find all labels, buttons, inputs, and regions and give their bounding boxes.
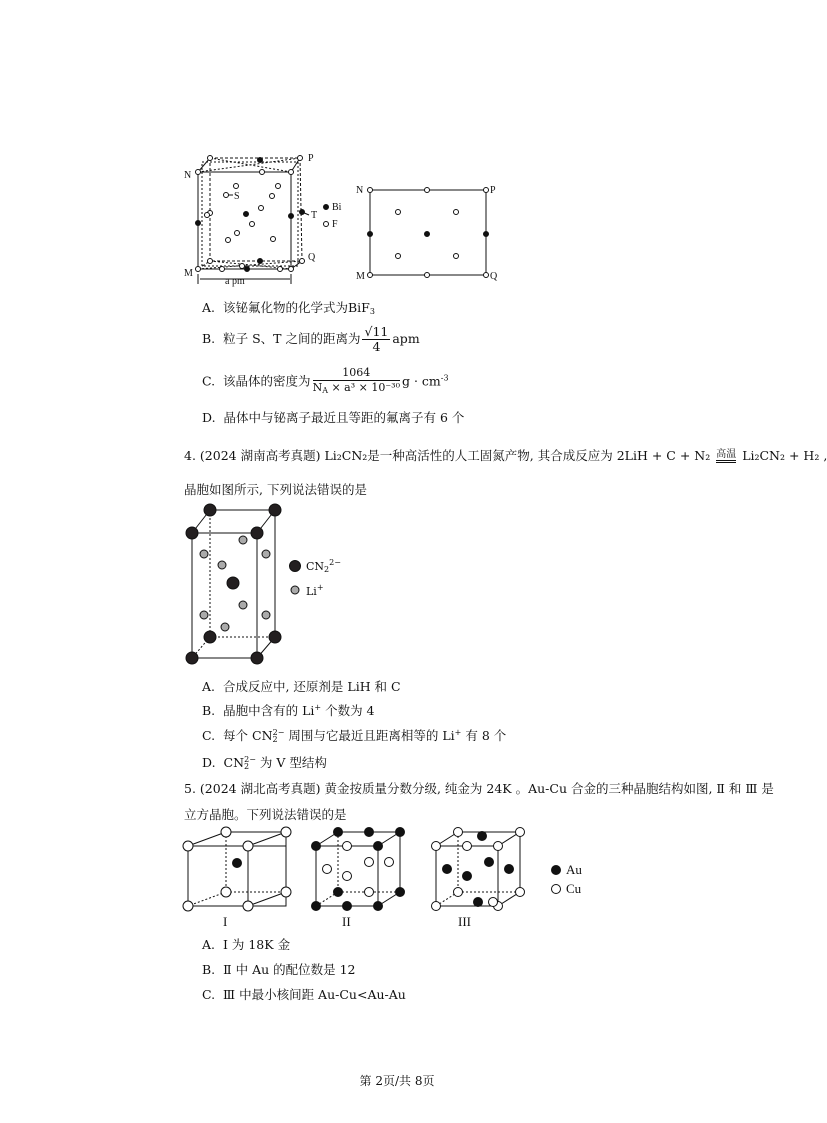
au-cu-cells [178,824,618,936]
page-footer: 第 2页/共 8页 [359,1074,435,1088]
legend-cn-label: $CN_2^{2-}$ [306,558,341,574]
label-q: Q [308,252,316,263]
legend-f: F [332,219,338,230]
label-m: M [184,268,193,279]
cell-label-ii: II [342,914,351,929]
q5-stem-line1: 5. (2024 湖北高考真题) 黄金按质量分数分级, 纯金为 24K 。Au-Cu 合金的三种晶胞结构如图, Ⅱ 和 Ⅲ 是 [184,781,774,796]
legend-li-label: Li+ [306,583,324,598]
legend-bi-marker [324,205,329,210]
bif3-cube [198,158,302,284]
legend-au: Au [566,862,582,877]
label-t: T [311,210,318,221]
legend-cu: Cu [566,881,582,896]
cell-label-i: I [223,914,228,929]
legend-cu-marker [552,885,561,894]
q4-option-a: A. 合成反应中, 还原剂是 LiH 和 C [202,679,401,694]
q4-option-d: D. $CN_2^{2-}$ 为 V 型结构 [202,755,327,771]
q3-option-d: D. 晶体中与铋离子最近且等距的氟离子有 6 个 [202,410,465,425]
q3-option-b: B. 粒子 S、T 之间的距离为 $\frac{√11}{4}$ apm [202,324,420,354]
section-label-n: N [356,185,364,196]
bif3-atoms [196,156,305,272]
cell-iii [432,828,525,911]
legend-au-marker [552,866,561,875]
cell-label-iii: III [458,914,471,929]
label-edge: a pm [225,276,245,287]
bif3-section [368,188,489,278]
section-label-q: Q [490,271,498,282]
cell-i [183,827,291,911]
q5-option-a: A. I 为 18K 金 [202,937,291,952]
q4-stem-line2: 晶胞如图所示, 下列说法错误的是 [184,482,367,497]
bif3-figure [180,148,520,288]
q4-option-b: B. 晶胞中含有的 Li+ 个数为 4 [202,703,375,718]
q5-option-c: C. Ⅲ 中最小核间距 Au-Cu<Au-Au [202,987,406,1002]
q5-stem-line2: 立方晶胞。下列说法错误的是 [184,807,347,822]
label-s: S [234,191,240,202]
cell-ii [312,828,405,911]
q4-option-c: C. 每个 $CN_2^{2-}$ 周围与它最近且距离相等的 Li+ 有 8 个 [202,728,507,744]
legend-li-marker [291,586,299,594]
section-label-m: M [356,271,365,282]
q3-option-c: C. 该晶体的密度为 $\frac{1064}{N_A \times a^3 \times 10^{-30}}$ $g \cdot cm^{-3}$ [202,366,449,395]
label-n: N [184,170,192,181]
q4-stem-line1: 4. (2024 湖南高考真题) Li₂CN₂是一种高活性的人工固氮产物, 其合成反应为 2LiH + C + N₂ 高温 Li₂CN₂ + H₂ , [184,448,827,463]
q5-option-b: B. Ⅱ 中 Au 的配位数是 12 [202,962,356,977]
q3-option-a: A. 该铋氟化物的化学式为BiF$_3$ [202,300,375,316]
legend-cn-marker [290,561,301,572]
legend-bi: Bi [332,202,342,213]
label-p: P [308,153,314,164]
legend-f-marker [324,222,329,227]
section-label-p: P [490,185,496,196]
